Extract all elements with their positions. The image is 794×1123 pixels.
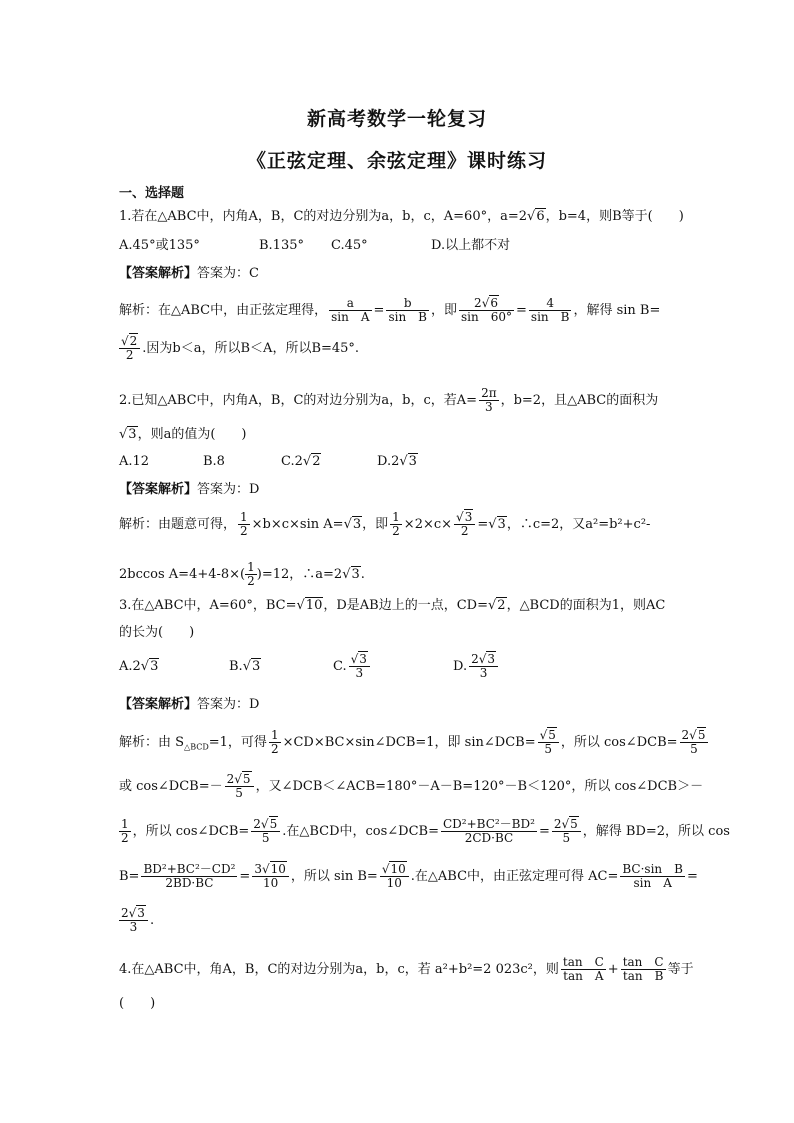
answer-label: 【答案解析】: [119, 482, 198, 497]
numerator: BD²+BC²－CD²: [143, 862, 236, 876]
q2-stem-line2: [119, 427, 246, 443]
text: ( ): [119, 996, 156, 1011]
fraction: [529, 297, 572, 324]
numerator: 1: [392, 510, 400, 524]
text: =: [516, 303, 527, 318]
numerator: 2√3: [469, 653, 498, 667]
text: B=: [119, 869, 140, 884]
q2-option-d: D.2√3: [377, 454, 417, 469]
q3-stem-line1: 3.在△ABC中，A=60°，BC=√10，D是AB边上的一点，CD=√2，△BCD的面积为1，则AC: [119, 598, 666, 613]
text: 3: [254, 862, 262, 876]
text: ×2×c×: [403, 517, 453, 532]
denominator: 3: [485, 400, 493, 414]
radicand: 3: [150, 659, 159, 674]
numerator: 1: [270, 728, 279, 742]
radicand: 3: [251, 659, 261, 674]
radicand: 2: [497, 598, 506, 613]
denominator: 10: [386, 876, 402, 890]
fraction: [386, 297, 429, 324]
q1-option-a: A.45°或135°: [119, 238, 200, 253]
denominator: sin B: [530, 310, 570, 324]
denominator: 2: [392, 524, 400, 538]
text: 4.在△ABC中，角A，B，C的对边分别为a，b，c，若 a²+b²=2 023c²，则: [119, 962, 559, 977]
fraction: [119, 818, 131, 845]
radicand: 5: [697, 728, 706, 742]
radicand: 10: [305, 598, 323, 613]
fraction: [561, 956, 606, 983]
text: C.2: [281, 454, 303, 469]
radicand: 6: [490, 296, 498, 310]
text: D.: [453, 659, 468, 674]
q3-option-d: [453, 652, 500, 682]
numerator: tan C: [562, 955, 604, 969]
q4-stem-line1: [119, 955, 694, 985]
text: .: [360, 567, 365, 582]
q3-solution-line2: [119, 772, 703, 802]
text: ，解得 BD=2，所以 cos: [582, 824, 730, 839]
denominator: 2: [240, 524, 248, 538]
numerator: √3: [349, 653, 370, 667]
denominator: sin 60°: [461, 310, 513, 324]
denominator: 5: [235, 786, 243, 800]
q4-stem-line2: [119, 996, 155, 1012]
text: ，b=2，且△ABC的面积为: [500, 393, 659, 408]
numerator: √3: [454, 511, 475, 525]
text: 2.已知△ABC中，内角A，B，C的对边分别为a，b，c，若A=: [119, 393, 478, 408]
text: ，又∠DCB＜∠ACB=180°－A－B=120°－B＜120°，所以 cos∠DCB＞－: [255, 779, 704, 794]
fraction: [621, 956, 666, 983]
numerator: a: [329, 297, 371, 311]
radicand: 5: [269, 817, 278, 831]
denominator: 3: [129, 920, 138, 934]
text: 或 cos∠DCB=－: [119, 779, 223, 794]
answer-text: 答案为：C: [197, 266, 259, 281]
q2-solution-line2: 2bccos A=4+4-8×( $\frac{1}{2}$ )=12，∴a=2√3.: [119, 560, 365, 588]
text: ，所以 sin B=: [290, 869, 378, 884]
denominator: tan A: [563, 969, 604, 983]
q3-solution-line3: [119, 817, 730, 847]
q1-option-c: C.45°: [331, 238, 368, 253]
fraction: [459, 297, 514, 324]
denominator: 5: [690, 742, 698, 756]
numerator: 3√10: [252, 863, 289, 877]
fraction: [552, 818, 581, 845]
answer-label: 【答案解析】: [119, 266, 198, 281]
text: =1，可得: [208, 735, 267, 750]
text: ，所以 cos∠DCB=: [560, 735, 678, 750]
numerator: 2π: [481, 386, 497, 400]
q1-options: [119, 238, 510, 254]
q1-solution-line2: [119, 334, 359, 364]
radicand: 3: [464, 510, 473, 524]
text: )=12，∴a=2: [256, 567, 343, 582]
denominator: 2: [247, 574, 255, 588]
text: =: [373, 303, 385, 318]
text: =: [686, 869, 698, 884]
denominator: sin B: [388, 310, 427, 324]
fraction: [441, 818, 537, 845]
q3-solution-line5: [119, 906, 154, 936]
denominator: 5: [261, 831, 270, 845]
radicand: 3: [352, 517, 362, 532]
text: ，即: [431, 303, 458, 318]
denominator: 2: [125, 348, 134, 362]
text: =: [538, 824, 550, 839]
q2-option-a: A.12: [119, 454, 150, 469]
numerator: 2√5: [680, 729, 709, 743]
radicand: 5: [242, 772, 251, 786]
text: .因为b＜a，所以B＜A，所以B=45°.: [142, 341, 360, 356]
text: ，解得 sin B=: [573, 303, 661, 318]
text: ，∴c=2，又a²=b²+c²-: [506, 517, 651, 532]
fraction: [454, 511, 475, 538]
text: .在△ABC中，由正弦定理可得 AC=: [410, 869, 619, 884]
fraction: [329, 297, 371, 324]
denominator: 10: [262, 876, 279, 890]
radicand: 5: [548, 728, 556, 742]
q3-stem-line2: [119, 625, 194, 641]
text: 等于: [667, 962, 694, 977]
numerator: 1: [121, 817, 129, 831]
fraction: [390, 511, 402, 538]
text: A.2: [119, 659, 141, 674]
fraction: [538, 729, 559, 756]
q1-stem-a: 1.若在△ABC中，内角A，B，C的对边分别为a，b，c，A=60°，a=2: [119, 209, 528, 224]
fraction: [349, 653, 370, 680]
fraction: [620, 863, 685, 890]
q1-stem: [119, 209, 684, 225]
radicand: 3: [351, 567, 360, 582]
answer-text: 答案为：D: [197, 697, 260, 712]
text: +: [607, 962, 619, 977]
q2-options: [119, 454, 418, 470]
denominator: 2CD·BC: [464, 831, 514, 845]
q3-option-c: [333, 652, 453, 682]
radicand: 3: [408, 454, 417, 469]
text: ×b×c×sin A=: [251, 517, 344, 532]
denominator: sin A: [633, 876, 672, 890]
numerator: √2: [119, 335, 140, 349]
text: ×CD×BC×sin∠DCB=1，即 sin∠DCB=: [282, 735, 536, 750]
text: ，即: [362, 517, 389, 532]
fraction: [251, 818, 280, 845]
text: .在△BCD中，cos∠DCB=: [282, 824, 439, 839]
denominator: 2: [460, 524, 469, 538]
q1-option-b: B.135°: [259, 238, 304, 253]
answer-text: 答案为：D: [197, 482, 260, 497]
q1-solution-line1: [119, 296, 660, 326]
numerator: b: [386, 297, 429, 311]
fraction: [269, 729, 281, 756]
numerator: 2√5: [552, 818, 581, 832]
radicand: 10: [270, 862, 286, 876]
text: 2: [681, 728, 690, 742]
text: ，则a的值为( ): [137, 427, 247, 442]
numerator: 1: [247, 560, 255, 574]
numerator: 1: [240, 510, 248, 524]
text: 解析：在△ABC中，由正弦定理得，: [119, 303, 328, 318]
numerator: √10: [380, 863, 409, 877]
radicand: 3: [487, 652, 496, 666]
text: 解析：由题意可得，: [119, 517, 237, 532]
section-heading: 一、选择题: [119, 186, 185, 201]
radicand: 10: [390, 862, 406, 876]
denominator: sin A: [331, 310, 370, 324]
denominator: 5: [562, 831, 571, 845]
denominator: tan B: [622, 969, 664, 983]
fraction: [141, 863, 237, 890]
text: B.: [229, 659, 243, 674]
radicand: 2: [312, 454, 321, 469]
q2-solution-line1: 解析：由题意可得， $\frac{1}{2}$ ×b×c×sin A=√3，即 $\frac{1}{2}$ ×2×c× $\frac{√3}{2}$ =√3，∴c=2，又a²=b²+c²-: [119, 510, 651, 538]
text: 2: [253, 817, 261, 831]
fraction: [380, 863, 409, 890]
radicand: 5: [570, 817, 578, 831]
numerator: √5: [538, 729, 559, 743]
radicand: 3: [359, 652, 367, 666]
text: 2: [553, 817, 562, 831]
text: 2bccos A=4+4-8×(: [119, 567, 246, 582]
denominator: 2: [270, 742, 279, 756]
denominator: 5: [544, 742, 553, 756]
text: ，△BCD的面积为1，则AC: [506, 598, 666, 613]
text: 解析：由 S: [119, 735, 185, 750]
sqrt-symbol: √: [527, 209, 536, 224]
numerator: tan C: [622, 955, 664, 969]
fraction: [225, 773, 254, 800]
q2-answer: [119, 482, 259, 498]
fraction: [238, 511, 250, 538]
text: 2: [474, 296, 482, 310]
q3-option-b: B.√3: [229, 659, 261, 674]
sqrt-symbol: √: [119, 427, 128, 442]
page-subtitle: 《正弦定理、余弦定理》课时练习: [246, 150, 547, 172]
text: 的长为( ): [119, 625, 195, 640]
numerator: 2√3: [119, 907, 148, 921]
fraction: [680, 729, 709, 756]
q1-stem-b: ，b=4，则B等于( ): [545, 209, 684, 224]
text: ，所以 cos∠DCB=: [132, 824, 250, 839]
denominator: 3: [355, 666, 364, 680]
text: ，D是AB边上的一点，CD=: [323, 598, 488, 613]
fraction: [469, 653, 498, 680]
q2-stem-line1: [119, 386, 658, 416]
fraction: [119, 335, 140, 362]
denominator: 3: [479, 666, 488, 680]
q3-option-a: A.2√3: [119, 659, 159, 674]
q1-answer: [119, 266, 259, 282]
subscript: △BCD: [184, 742, 209, 752]
text: 2: [121, 906, 129, 920]
numerator: 2√6: [459, 297, 514, 311]
numerator: BC·sin B: [622, 862, 683, 876]
q3-answer: [119, 697, 259, 713]
fraction: [479, 387, 499, 414]
page-title: 新高考数学一轮复习: [306, 108, 487, 130]
text: 3.在△ABC中，A=60°，BC=: [119, 598, 297, 613]
numerator: 2√5: [225, 773, 254, 787]
fraction: [252, 863, 289, 890]
radicand: 3: [137, 906, 145, 920]
q2-option-b: B.8: [203, 454, 225, 469]
q2-option-c: C.2√2: [281, 454, 321, 469]
q1-option-d: D.以上都不对: [431, 238, 511, 253]
fraction: [119, 907, 148, 934]
text: .: [149, 913, 155, 928]
radicand: 6: [536, 209, 545, 224]
q3-options: [119, 652, 500, 682]
text: =: [477, 517, 489, 532]
numerator: CD²+BC²－BD²: [442, 817, 535, 831]
text: =: [239, 869, 251, 884]
text: D.2: [377, 454, 400, 469]
q3-solution-line4: [119, 862, 698, 892]
numerator: 2√5: [251, 818, 280, 832]
text: 2: [226, 772, 235, 786]
radicand: 3: [497, 517, 506, 532]
denominator: 2BD·BC: [165, 876, 214, 890]
text: 2: [471, 652, 479, 666]
fraction: [245, 561, 257, 588]
numerator: 4: [529, 297, 572, 311]
answer-label: 【答案解析】: [119, 697, 198, 712]
denominator: 2: [121, 831, 129, 845]
radicand: 2: [129, 334, 138, 348]
text: C.: [333, 659, 347, 674]
radicand: 3: [128, 427, 137, 442]
q3-solution-line1: [119, 728, 710, 763]
